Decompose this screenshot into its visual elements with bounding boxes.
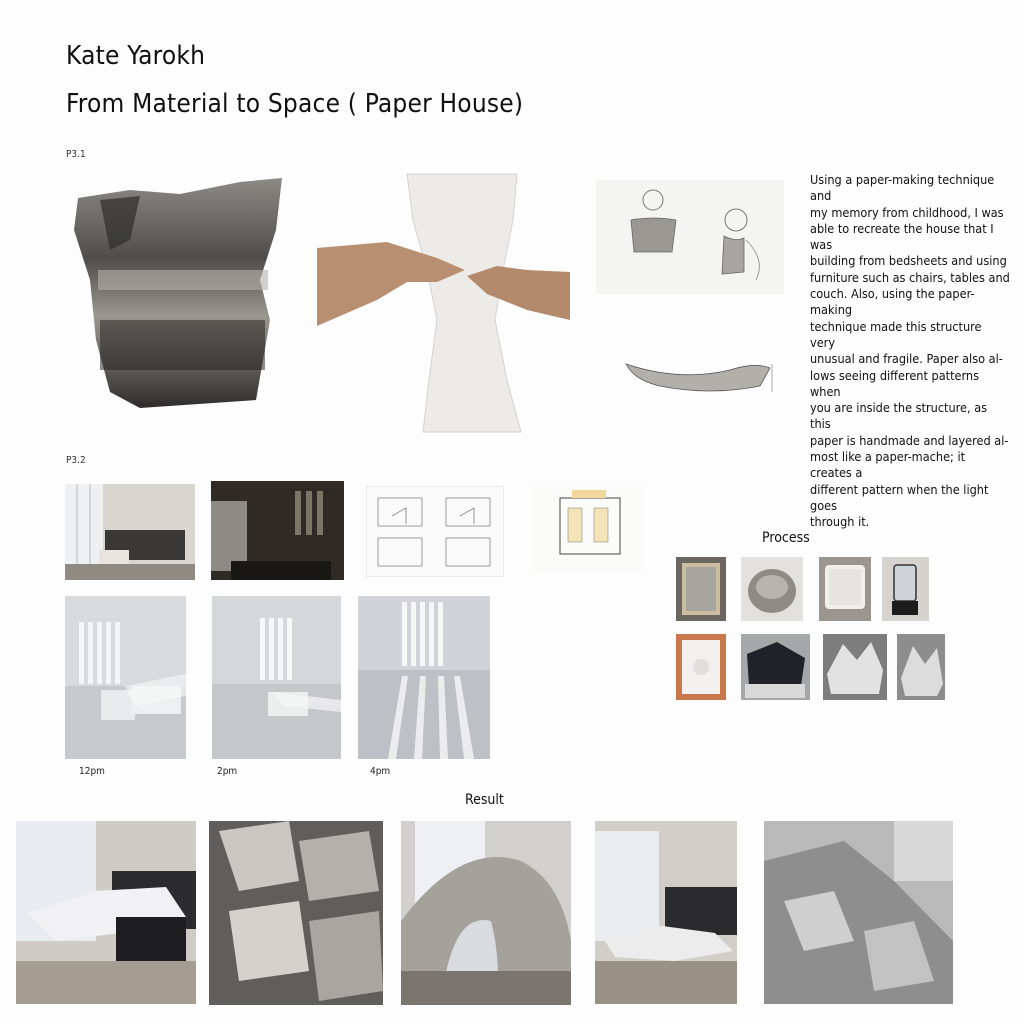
process-photo-paper-structure xyxy=(897,634,945,700)
section-label-p31: P3.1 xyxy=(66,149,86,160)
caption-2pm: 2pm xyxy=(217,766,238,777)
description-line: most like a paper-mache; it creates a xyxy=(810,449,966,481)
description-line: furniture such as chairs, tables and xyxy=(810,269,1010,285)
process-photo-paper-draping xyxy=(823,634,887,700)
living-room-photo xyxy=(65,484,195,580)
description-line: unusual and fragile. Paper also al- xyxy=(810,351,1003,367)
description-line: paper is handmade and layered al- xyxy=(810,432,1009,448)
description-line: technique made this structure very xyxy=(810,318,982,350)
description-line: building from bedsheets and using xyxy=(810,253,1007,269)
result-photo-3 xyxy=(401,821,571,1005)
description-line: my memory from childhood, I was xyxy=(810,204,1004,220)
description-line: different pattern when the light goes xyxy=(810,481,989,513)
light-study-photo-4pm xyxy=(358,596,490,759)
author-name: Kate Yarokh xyxy=(66,41,206,71)
result-heading: Result xyxy=(465,792,504,808)
caption-4pm: 4pm xyxy=(370,766,391,777)
result-photo-1 xyxy=(16,821,196,1004)
process-photo-container xyxy=(819,557,871,621)
process-heading: Process xyxy=(762,530,810,546)
result-photo-5 xyxy=(764,821,953,1004)
light-study-photo-12pm xyxy=(65,596,186,759)
dark-room-photo xyxy=(211,481,344,580)
result-photo-2 xyxy=(209,821,383,1005)
caption-12pm: 12pm xyxy=(79,766,105,777)
light-study-photo-2pm xyxy=(212,596,341,759)
description-line: you are inside the structure, as this xyxy=(810,400,988,432)
section-label-p32: P3.2 xyxy=(66,455,86,466)
process-photo-frame xyxy=(676,557,726,621)
white-paper-model-hands-photo xyxy=(317,170,570,436)
description-line: Using a paper-making technique and xyxy=(810,172,995,204)
description-line: lows seeing different patterns when xyxy=(810,367,980,399)
description-line: able to recreate the house that I was xyxy=(810,220,994,253)
dark-paper-model-photo xyxy=(70,170,292,410)
process-photo-shredded-paper xyxy=(741,557,803,621)
torso-sketch-drawing xyxy=(596,180,784,294)
process-photo-draped-fabric xyxy=(741,634,810,700)
result-photo-4 xyxy=(595,821,737,1004)
process-photo-paper-sheet xyxy=(676,634,726,700)
room-plan-sketch xyxy=(532,486,644,572)
section-sketch-drawing xyxy=(620,352,784,398)
plan-drawings xyxy=(366,486,504,577)
description-line: through it. xyxy=(810,514,870,530)
page-title: From Material to Space ( Paper House) xyxy=(66,89,524,119)
process-photo-blender xyxy=(882,557,929,621)
project-description xyxy=(810,172,1010,531)
description-line: couch. Also, using the paper-making xyxy=(810,286,975,318)
